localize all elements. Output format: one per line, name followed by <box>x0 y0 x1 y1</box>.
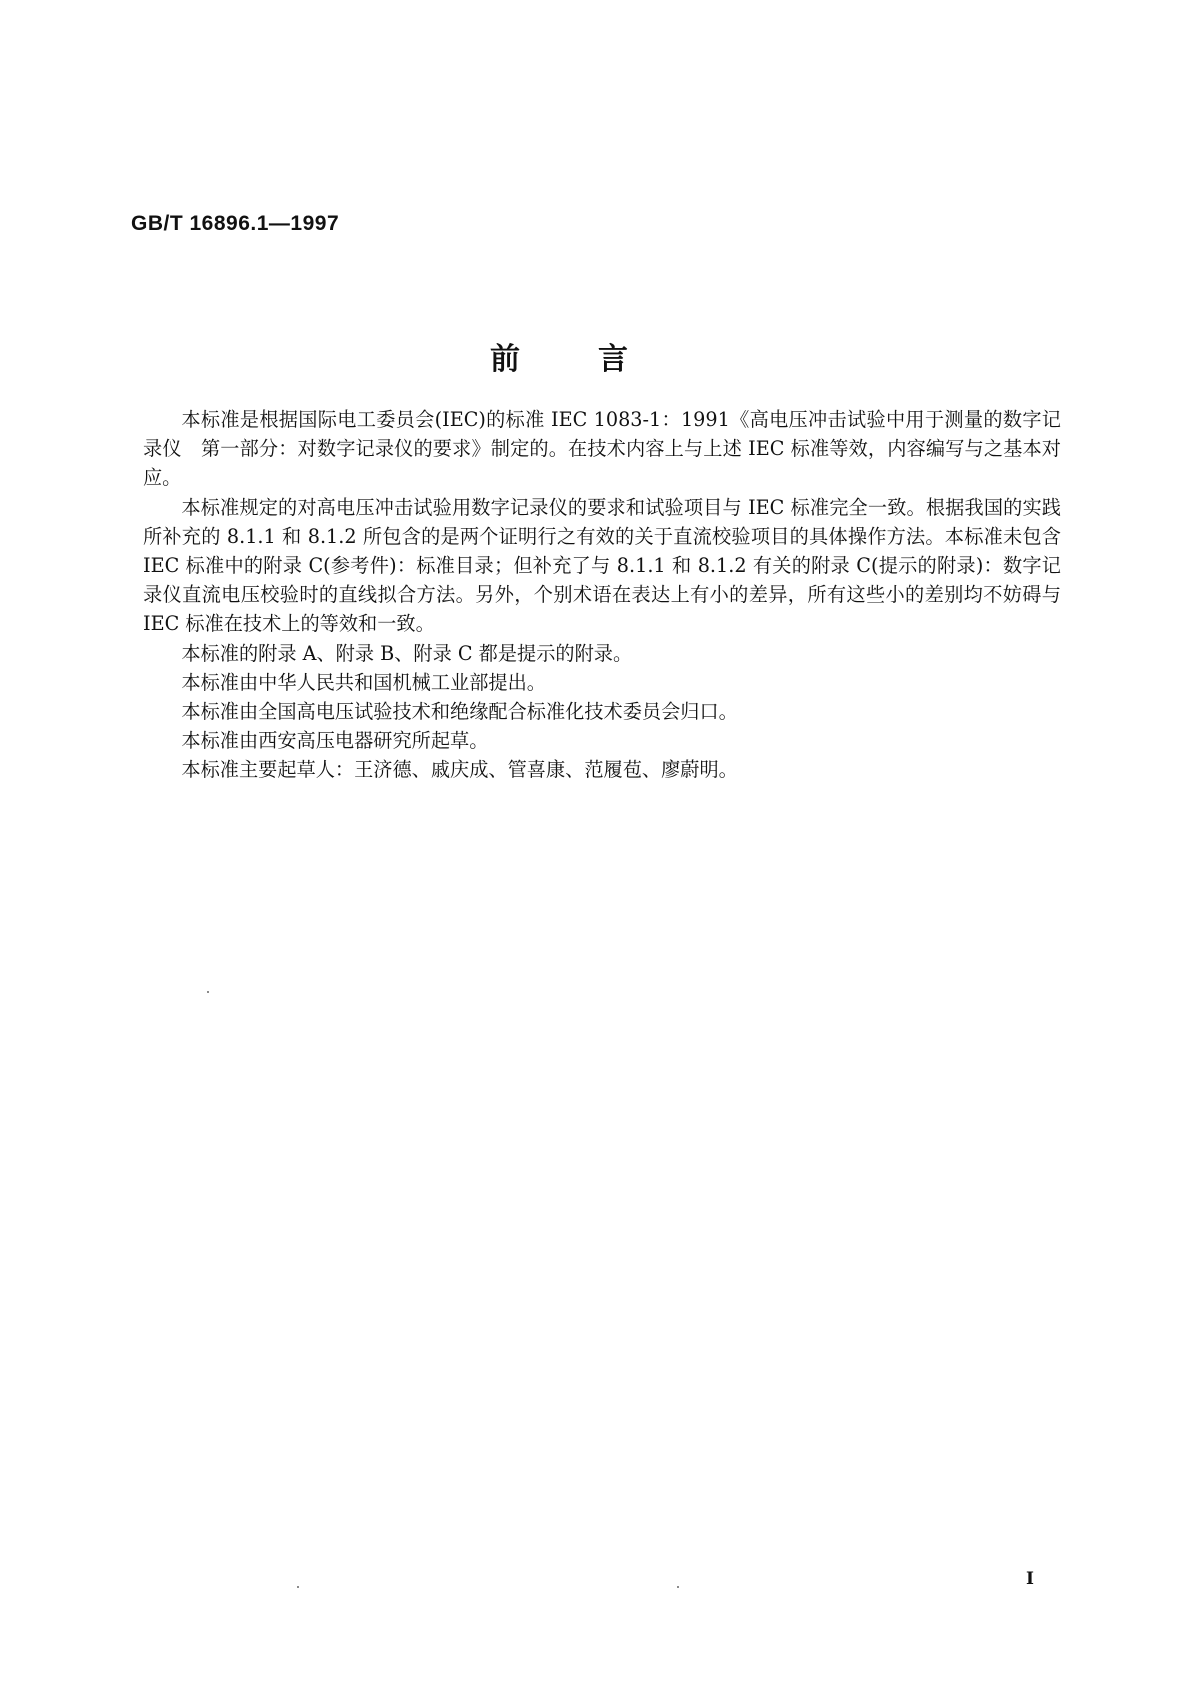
title-char-1: 前 <box>490 342 520 377</box>
paragraph-7: 本标准主要起草人：王济德、戚庆成、管喜康、范履苞、廖蔚明。 <box>181 758 738 782</box>
paragraph-5: 本标准由全国高电压试验技术和绝缘配合标准化技术委员会归口。 <box>181 700 738 724</box>
scan-speck <box>297 1586 299 1588</box>
scan-speck <box>207 991 209 993</box>
paragraph-2: 本标准规定的对高电压冲击试验用数字记录仪的要求和试验项目与 IEC 标准完全一致。根据我国的实践所补充的 8.1.1 和 8.1.2 所包含的是两个证明行之有效的关于直流校验项目的具体操作方法。本标准未包含 IEC 标准中的附录 C(参考件)：标准目录；但补充了与 8.1.1 和 8.1.2 有关的附录 C(提示的附录)：数字记录仪直流电压校验时的直线拟合方法。另外，个别术语在表达上有小的差异，所有这些小的差别均不妨碍与 IEC 标准在技术上的等效和一致。 <box>143 495 1061 636</box>
scan-speck <box>677 1586 679 1588</box>
paragraph-1: 本标准是根据国际电工委员会(IEC)的标准 IEC 1083-1：1991《高电压冲击试验中用于测量的数字记录仪 第一部分：对数字记录仪的要求》制定的。在技术内容上与上述 IEC 标准等效，内容编写与之基本对应。 <box>143 408 1061 490</box>
title-char-2: 言 <box>598 342 628 377</box>
page-title <box>490 334 628 378</box>
standard-code: GB/T 16896.1—1997 <box>131 212 340 235</box>
paragraph-6: 本标准由西安高压电器研究所起草。 <box>181 729 489 753</box>
paragraph-3: 本标准的附录 A、附录 B、附录 C 都是提示的附录。 <box>181 641 633 665</box>
page-number: Ⅰ <box>1026 1569 1034 1588</box>
foreword-body <box>143 405 1061 785</box>
paragraph-4: 本标准由中华人民共和国机械工业部提出。 <box>181 670 546 694</box>
